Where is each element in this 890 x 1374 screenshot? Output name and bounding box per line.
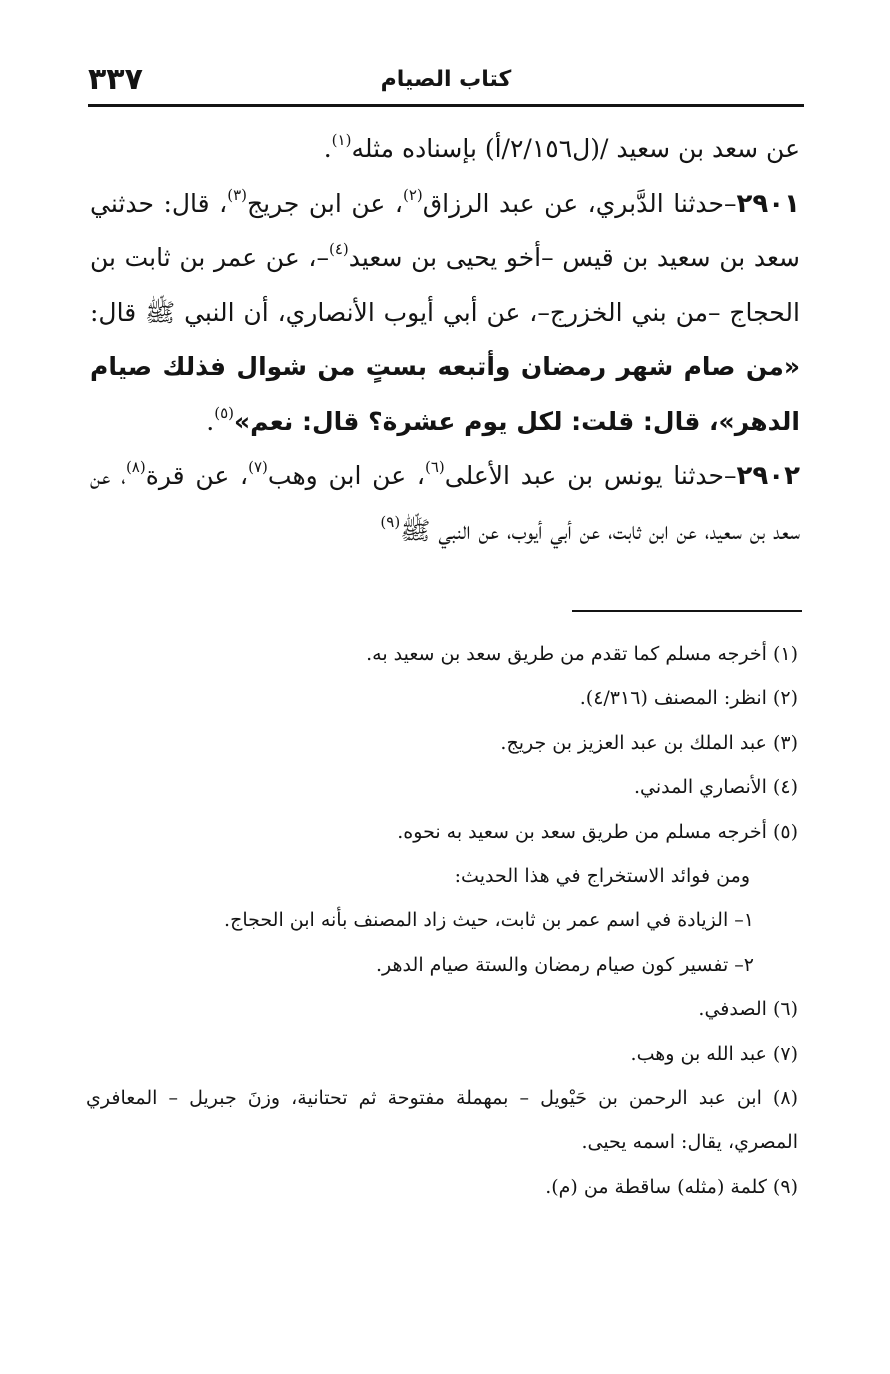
footnote-ref: (٥) <box>214 403 234 422</box>
text: –حدثنا يونس بن عبد الأعلى <box>444 461 737 490</box>
hadith-matn: «من صام شهر رمضان وأتبعه بستٍ من شوال فذلك صيام الدهر»، قال: قلت: لكل يوم عشرة؟ قال: نعم» <box>90 352 800 436</box>
page-number: ٣٣٧ <box>88 62 143 97</box>
text: –حدثنا الدَّبري، عن عبد الرزاق <box>422 188 737 218</box>
hadith-number: ٢٩٠٢ <box>736 461 800 491</box>
footnote-8: (٨) ابن عبد الرحمن بن حَيْويل – بمهملة مفتوحة ثم تحتانية، وزنَ جبريل – المعافري المصري، يقال: اسمه يحيى. <box>86 1087 798 1154</box>
footnote-9: (٩) كلمة (مثله) ساقطة من (م). <box>545 1175 798 1198</box>
page-header <box>88 62 804 102</box>
footnote-ref: (٩) <box>380 512 401 531</box>
footnote-ref: (٣) <box>227 185 248 204</box>
hadith-2902 <box>90 449 800 558</box>
footnote-7: (٧) عبد الله بن وهب. <box>630 1042 798 1065</box>
text: عن سعد بن سعيد /(ل٢/١٥٦/أ) بإسناده مثله <box>351 134 800 163</box>
paragraph-continuation <box>90 122 800 177</box>
footnote-5-benefits-heading: ومن فوائد الاستخراج في هذا الحديث: <box>454 865 750 888</box>
footnote-4: (٤) الأنصاري المدني. <box>633 776 798 799</box>
footnote-6: (٦) الصدفي. <box>698 998 798 1021</box>
text: ، عن ابن وهب <box>267 461 425 490</box>
footnote-ref: (٦) <box>424 458 445 476</box>
footnote-5-benefit-1: ١– الزيادة في اسم عمر بن ثابت، حيث زاد المصنف بأنه ابن الحجاج. <box>224 909 754 932</box>
footnote-5-benefit-2: ٢– تفسير كون صيام رمضان والستة صيام الدهر. <box>376 953 754 976</box>
running-title: كتاب الصيام <box>380 67 512 92</box>
text: ، قال: حدثني سعد بن سعيد بن قيس –أخو يحيى بن سعيد <box>90 188 800 272</box>
text: . <box>206 406 215 436</box>
text: . <box>323 134 332 163</box>
text: ، عن ابن جريج <box>247 188 403 218</box>
hadith-number: ٢٩٠١ <box>736 188 800 219</box>
footnotes <box>86 632 798 1209</box>
text: ، عن سعد بن سعيد، عن ابن ثابت، عن أبي أيوب، عن النبي ﷺ <box>90 461 800 545</box>
footnote-ref: (١) <box>331 131 352 149</box>
footnote-ref: (٢) <box>402 185 423 204</box>
text: ، عن قرة <box>145 461 249 490</box>
footnote-1: (١) أخرجه مسلم كما تقدم من طريق سعد بن سعيد به. <box>366 643 798 665</box>
footnote-2: (٢) انظر: المصنف (٤/٣١٦). <box>579 687 798 710</box>
footnote-5: (٥) أخرجه مسلم من طريق سعد بن سعيد به نحوه. <box>397 820 798 843</box>
main-text <box>90 122 800 558</box>
text: –، عن عمر بن ثابت بن الحجاج –من بني الخزرج–، عن أبي أيوب الأنصاري، أن النبي ﷺ قال: <box>90 243 800 327</box>
footnote-3: (٣) عبد الملك بن عبد العزيز بن جريج. <box>500 731 798 754</box>
hadith-2901 <box>90 177 800 450</box>
footnote-ref: (٧) <box>248 458 268 476</box>
footnote-separator <box>572 610 802 612</box>
header-rule <box>88 104 804 107</box>
footnote-ref: (٤) <box>328 240 349 258</box>
footnote-ref: (٨) <box>125 458 146 476</box>
